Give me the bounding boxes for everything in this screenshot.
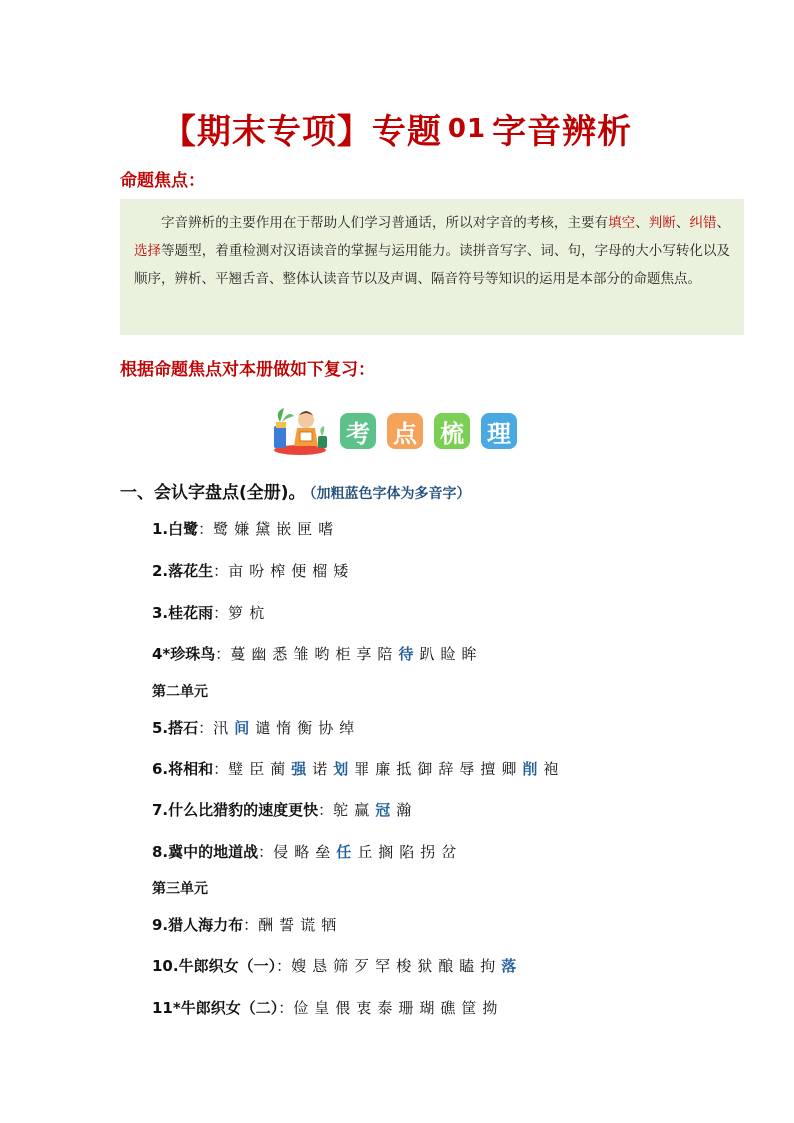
recognition-char: 榨 (270, 562, 286, 580)
recognition-char: 罕 (375, 957, 391, 975)
lesson-row (152, 518, 339, 539)
lesson-colon: ： (258, 843, 274, 861)
lesson-colon: ： (276, 957, 292, 975)
lesson-number: 9. (152, 916, 169, 934)
lesson-colon: ： (215, 645, 231, 663)
lesson-number: 8. (152, 843, 169, 861)
tile-li: 理 (481, 413, 517, 449)
lesson-colon: ： (318, 801, 334, 819)
recognition-char: 吩 (249, 562, 265, 580)
lesson-row (152, 560, 354, 581)
lesson-number: 2. (152, 562, 169, 580)
recognition-char: 侵 (273, 843, 289, 861)
recognition-char: 享 (356, 645, 372, 663)
recognition-char: 便 (291, 562, 307, 580)
focus-text-1: 字音辨析的主要作用在于帮助人们学习普通话，所以对字音的考核，主要有 (161, 215, 609, 231)
polyphonic-char: 待 (398, 645, 414, 663)
polyphonic-char: 削 (522, 760, 538, 778)
lesson-number: 5. (152, 719, 169, 737)
lesson-name: 桂花雨 (168, 604, 214, 622)
review-heading: 根据命题焦点对本册做如下复习： (120, 360, 375, 380)
page-title (0, 104, 794, 153)
focus-sep-3: 、 (716, 215, 731, 231)
recognition-char: 辞 (438, 760, 454, 778)
recognition-char: 廉 (375, 760, 391, 778)
lesson-row (152, 997, 503, 1018)
recognition-char: 丘 (357, 843, 373, 861)
lesson-colon: ： (198, 719, 214, 737)
recognition-char: 雏 (293, 645, 309, 663)
focus-box (120, 199, 744, 335)
recognition-char: 略 (294, 843, 310, 861)
recognition-char: 瞌 (459, 957, 475, 975)
lesson-row (152, 799, 417, 820)
focus-highlight-correct: 纠错 (689, 215, 717, 231)
lesson-name: 白鹭 (168, 520, 199, 538)
recognition-char: 皇 (314, 999, 330, 1017)
recognition-char: 柜 (335, 645, 351, 663)
lesson-name: 珍珠鸟 (170, 645, 216, 663)
tile-dian: 点 (387, 413, 423, 449)
recognition-char: 梭 (396, 957, 412, 975)
recognition-char: 哟 (314, 645, 330, 663)
focus-sep-2: 、 (675, 215, 690, 231)
recognition-char: 歹 (354, 957, 370, 975)
recognition-char: 臣 (249, 760, 265, 778)
focus-heading: 命题焦点： (120, 171, 205, 191)
lesson-row (152, 955, 522, 976)
tile-shu: 梳 (434, 413, 470, 449)
recognition-char: 榴 (312, 562, 328, 580)
lesson-number: 1. (152, 520, 169, 538)
recognition-char: 嵌 (276, 520, 292, 538)
recognition-char: 酿 (438, 957, 454, 975)
lesson-name: 落花生 (168, 562, 214, 580)
recognition-char: 嫌 (234, 520, 250, 538)
lesson-colon: ： (198, 520, 214, 538)
recognition-char: 狱 (417, 957, 433, 975)
recognition-char: 矮 (333, 562, 349, 580)
recognition-char: 拐 (420, 843, 436, 861)
recognition-char: 拗 (482, 999, 498, 1017)
recognition-char: 拘 (480, 957, 496, 975)
recognition-char: 嫂 (291, 957, 307, 975)
lesson-colon: ： (213, 604, 229, 622)
unit-heading: 第二单元 (152, 684, 208, 700)
recognition-char: 眸 (461, 645, 477, 663)
polyphonic-char: 强 (291, 760, 307, 778)
lesson-name: 什么比猎豹的速度更快 (168, 801, 319, 819)
focus-text-2: 等题型，着重检测对汉语读音的掌握与运用能力。读拼音写字、词、句，字母的大小写转化以及顺序，辨析、平翘舌音、整体认读音节以及声调、隔音符号等知识的运用是本部分的命题焦点。 (134, 243, 730, 287)
lesson-number: 4* (152, 645, 171, 663)
recognition-char: 绰 (339, 719, 355, 737)
lesson-number: 10. (152, 957, 179, 975)
focus-sep-1: 、 (635, 215, 649, 231)
lesson-row (152, 758, 564, 779)
section-note: （加粗蓝色字体为多音字） (309, 486, 471, 502)
recognition-char: 亩 (228, 562, 244, 580)
recognition-char: 卿 (501, 760, 517, 778)
focus-highlight-judge: 判断 (648, 215, 676, 231)
polyphonic-char: 划 (333, 760, 349, 778)
recognition-char: 惰 (276, 719, 292, 737)
tile-kao: 考 (340, 413, 376, 449)
recognition-char: 牺 (321, 916, 337, 934)
lesson-colon: ： (243, 916, 259, 934)
recognition-char: 赢 (354, 801, 370, 819)
reading-girl-illustration (270, 406, 332, 456)
section-heading (120, 478, 471, 503)
recognition-char: 蔺 (270, 760, 286, 778)
recognition-char: 陪 (377, 645, 393, 663)
recognition-char: 嗜 (318, 520, 334, 538)
recognition-char: 抵 (396, 760, 412, 778)
recognition-char: 璧 (228, 760, 244, 778)
lesson-colon: ： (278, 999, 294, 1017)
recognition-char: 袍 (543, 760, 559, 778)
recognition-char: 酬 (258, 916, 274, 934)
recognition-char: 瑚 (419, 999, 435, 1017)
recognition-char: 岔 (441, 843, 457, 861)
key-points-banner (270, 406, 528, 456)
lesson-row (152, 914, 342, 935)
recognition-char: 杭 (249, 604, 265, 622)
polyphonic-char: 冠 (375, 801, 391, 819)
recognition-char: 誓 (279, 916, 295, 934)
focus-highlight-fill: 填空 (608, 215, 636, 231)
recognition-char: 陷 (399, 843, 415, 861)
lesson-name: 将相和 (168, 760, 214, 778)
recognition-char: 礁 (440, 999, 456, 1017)
recognition-char: 筐 (461, 999, 477, 1017)
recognition-char: 蔓 (230, 645, 246, 663)
section-title: 一、会认字盘点(全册)。 (120, 483, 306, 503)
lesson-number: 3. (152, 604, 169, 622)
recognition-char: 筛 (333, 957, 349, 975)
polyphonic-char: 任 (336, 843, 352, 861)
lesson-number: 6. (152, 760, 169, 778)
lesson-number: 7. (152, 801, 169, 819)
polyphonic-char: 间 (234, 719, 250, 737)
lesson-number: 11* (152, 999, 181, 1017)
recognition-char: 垒 (315, 843, 331, 861)
recognition-char: 辱 (459, 760, 475, 778)
lesson-row (152, 602, 270, 623)
lesson-row (152, 643, 483, 664)
title-suffix: 字音辨析 (492, 112, 633, 152)
recognition-char: 汛 (213, 719, 229, 737)
recognition-char: 御 (417, 760, 433, 778)
focus-highlight-choose: 选择 (134, 243, 162, 259)
recognition-char: 俭 (293, 999, 309, 1017)
lesson-name: 牛郎织女（二） (180, 999, 279, 1017)
recognition-char: 衷 (356, 999, 372, 1017)
polyphonic-char: 落 (501, 957, 517, 975)
unit-heading: 第三单元 (152, 881, 208, 897)
recognition-char: 偎 (335, 999, 351, 1017)
lesson-row (152, 841, 462, 862)
recognition-char: 谎 (300, 916, 316, 934)
recognition-char: 幽 (251, 645, 267, 663)
title-number: 01 (447, 114, 487, 144)
recognition-char: 谴 (255, 719, 271, 737)
title-prefix: 【期末专项】专题 (161, 112, 442, 152)
lesson-colon: ： (213, 760, 229, 778)
recognition-char: 衡 (297, 719, 313, 737)
lesson-name: 冀中的地道战 (168, 843, 259, 861)
recognition-char: 黛 (255, 520, 271, 538)
recognition-char: 箩 (228, 604, 244, 622)
recognition-char: 协 (318, 719, 334, 737)
recognition-char: 擅 (480, 760, 496, 778)
recognition-char: 趴 (419, 645, 435, 663)
recognition-char: 泰 (377, 999, 393, 1017)
recognition-char: 鸵 (333, 801, 349, 819)
recognition-char: 搁 (378, 843, 394, 861)
lesson-name: 猎人海力布 (168, 916, 244, 934)
recognition-char: 悉 (272, 645, 288, 663)
lesson-name: 牛郎织女（一） (178, 957, 277, 975)
recognition-char: 恳 (312, 957, 328, 975)
recognition-char: 诺 (312, 760, 328, 778)
lesson-colon: ： (213, 562, 229, 580)
recognition-char: 睑 (440, 645, 456, 663)
recognition-char: 匣 (297, 520, 313, 538)
lesson-row (152, 717, 360, 738)
recognition-char: 罪 (354, 760, 370, 778)
lesson-name: 搭石 (168, 719, 199, 737)
recognition-char: 鹭 (213, 520, 229, 538)
recognition-char: 瀚 (396, 801, 412, 819)
recognition-char: 珊 (398, 999, 414, 1017)
